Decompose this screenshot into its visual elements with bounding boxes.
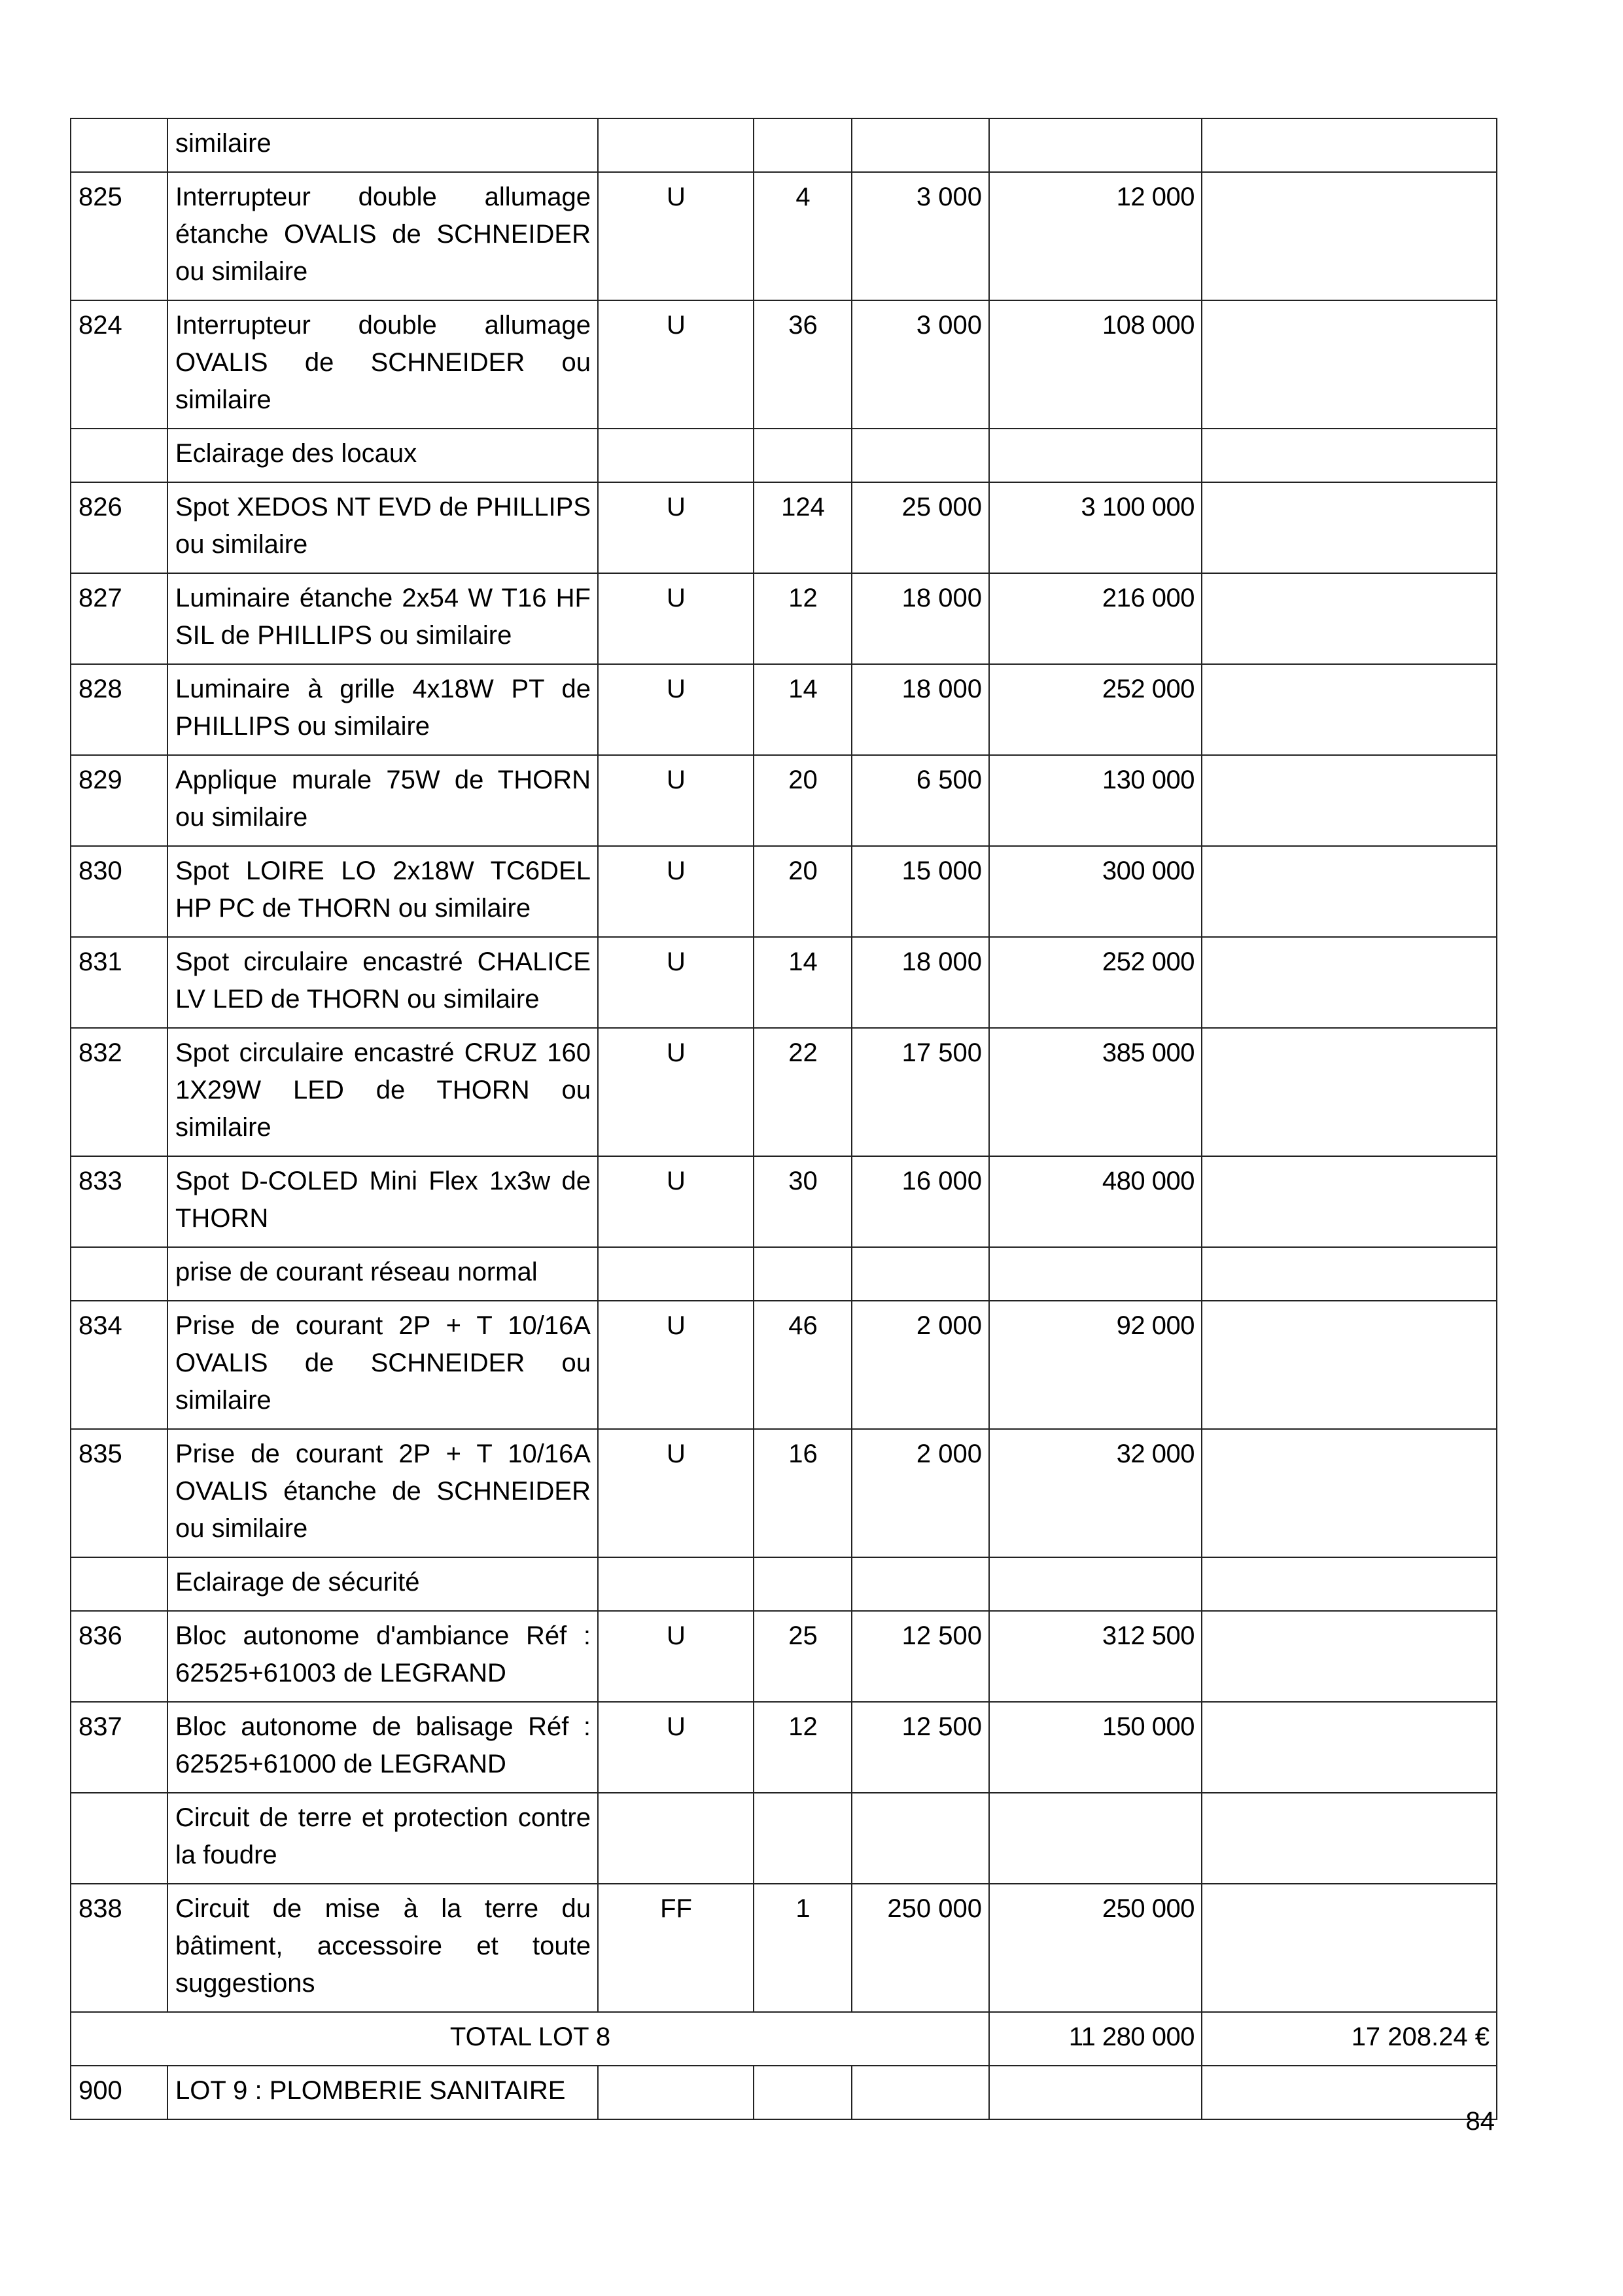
unit-price-cell: 17 500 xyxy=(852,1028,989,1156)
description-cell: Eclairage de sécurité xyxy=(167,1557,598,1611)
item-row xyxy=(71,1028,1497,1156)
item-number-cell xyxy=(71,1557,167,1611)
euro-amount-cell xyxy=(1202,664,1497,755)
item-row xyxy=(71,937,1497,1028)
euro-amount-cell xyxy=(1202,573,1497,664)
euro-amount-cell xyxy=(1202,429,1497,482)
unit-price-cell: 2 000 xyxy=(852,1429,989,1557)
section-header-row xyxy=(71,429,1497,482)
unit-cell: FF xyxy=(598,1884,754,2012)
description-cell: Bloc autonome d'ambiance Réf : 62525+61003 de LEGRAND xyxy=(167,1611,598,1702)
item-number-cell: 827 xyxy=(71,573,167,664)
section-header-row xyxy=(71,2066,1497,2119)
amount-cell xyxy=(989,429,1202,482)
item-number-cell: 828 xyxy=(71,664,167,755)
description-cell: Spot D-COLED Mini Flex 1x3w de THORN xyxy=(167,1156,598,1247)
unit-cell: U xyxy=(598,1156,754,1247)
amount-cell: 108 000 xyxy=(989,300,1202,429)
description-cell: LOT 9 : PLOMBERIE SANITAIRE xyxy=(167,2066,598,2119)
page-number: 84 xyxy=(1465,2107,1495,2136)
total-label: TOTAL LOT 8 xyxy=(71,2012,989,2066)
item-row xyxy=(71,118,1497,172)
description-cell: Bloc autonome de balisage Réf : 62525+61000 de LEGRAND xyxy=(167,1702,598,1793)
item-number-cell xyxy=(71,429,167,482)
amount-cell: 300 000 xyxy=(989,846,1202,937)
unit-price-cell xyxy=(852,1793,989,1884)
item-number-cell xyxy=(71,1793,167,1884)
unit-price-cell: 15 000 xyxy=(852,846,989,937)
euro-amount-cell xyxy=(1202,1702,1497,1793)
item-number-cell: 826 xyxy=(71,482,167,573)
item-number-cell: 832 xyxy=(71,1028,167,1156)
euro-amount-cell xyxy=(1202,1429,1497,1557)
unit-price-cell: 6 500 xyxy=(852,755,989,846)
description-cell: Eclairage des locaux xyxy=(167,429,598,482)
unit-cell xyxy=(598,1557,754,1611)
description-cell: Interrupteur double allumage OVALIS de SCHNEIDER ou similaire xyxy=(167,300,598,429)
quantity-cell: 16 xyxy=(754,1429,852,1557)
quantity-cell: 22 xyxy=(754,1028,852,1156)
item-row xyxy=(71,846,1497,937)
item-row xyxy=(71,755,1497,846)
quantity-cell: 25 xyxy=(754,1611,852,1702)
euro-amount-cell xyxy=(1202,937,1497,1028)
item-number-cell xyxy=(71,118,167,172)
unit-cell xyxy=(598,118,754,172)
item-row xyxy=(71,1156,1497,1247)
unit-cell: U xyxy=(598,1429,754,1557)
description-cell: Circuit de terre et protection contre la foudre xyxy=(167,1793,598,1884)
unit-cell: U xyxy=(598,664,754,755)
description-cell: similaire xyxy=(167,118,598,172)
item-row xyxy=(71,1301,1497,1429)
item-row xyxy=(71,664,1497,755)
section-header-row xyxy=(71,1557,1497,1611)
euro-amount-cell xyxy=(1202,172,1497,300)
unit-cell: U xyxy=(598,1028,754,1156)
item-row xyxy=(71,1702,1497,1793)
total-euro-amount: 17 208.24 € xyxy=(1202,2012,1497,2066)
quantity-cell: 20 xyxy=(754,846,852,937)
item-row xyxy=(71,1611,1497,1702)
euro-amount-cell xyxy=(1202,846,1497,937)
unit-cell: U xyxy=(598,755,754,846)
amount-cell: 385 000 xyxy=(989,1028,1202,1156)
quantity-cell: 20 xyxy=(754,755,852,846)
quantity-cell: 36 xyxy=(754,300,852,429)
unit-price-cell xyxy=(852,2066,989,2119)
amount-cell xyxy=(989,1557,1202,1611)
unit-cell: U xyxy=(598,1611,754,1702)
item-row xyxy=(71,1429,1497,1557)
amount-cell: 3 100 000 xyxy=(989,482,1202,573)
unit-price-cell xyxy=(852,1247,989,1301)
item-number-cell: 835 xyxy=(71,1429,167,1557)
item-number-cell: 834 xyxy=(71,1301,167,1429)
quantity-cell xyxy=(754,118,852,172)
item-number-cell: 825 xyxy=(71,172,167,300)
euro-amount-cell xyxy=(1202,755,1497,846)
euro-amount-cell xyxy=(1202,1247,1497,1301)
description-cell: Luminaire étanche 2x54 W T16 HF SIL de PHILLIPS ou similaire xyxy=(167,573,598,664)
unit-price-cell: 12 500 xyxy=(852,1611,989,1702)
amount-cell: 216 000 xyxy=(989,573,1202,664)
euro-amount-cell xyxy=(1202,482,1497,573)
description-cell: Interrupteur double allumage étanche OVALIS de SCHNEIDER ou similaire xyxy=(167,172,598,300)
item-number-cell: 830 xyxy=(71,846,167,937)
quantity-cell: 46 xyxy=(754,1301,852,1429)
unit-price-cell: 250 000 xyxy=(852,1884,989,2012)
quantity-cell: 1 xyxy=(754,1884,852,2012)
amount-cell: 312 500 xyxy=(989,1611,1202,1702)
unit-cell xyxy=(598,1793,754,1884)
total-row xyxy=(71,2012,1497,2066)
amount-cell xyxy=(989,1793,1202,1884)
item-row xyxy=(71,482,1497,573)
section-header-row xyxy=(71,1793,1497,1884)
item-number-cell: 837 xyxy=(71,1702,167,1793)
item-number-cell xyxy=(71,1247,167,1301)
description-cell: Spot XEDOS NT EVD de PHILLIPS ou similaire xyxy=(167,482,598,573)
item-row xyxy=(71,172,1497,300)
quantity-cell xyxy=(754,1557,852,1611)
unit-cell xyxy=(598,1247,754,1301)
euro-amount-cell xyxy=(1202,1793,1497,1884)
amount-cell: 150 000 xyxy=(989,1702,1202,1793)
euro-amount-cell xyxy=(1202,1028,1497,1156)
unit-price-cell: 18 000 xyxy=(852,937,989,1028)
euro-amount-cell xyxy=(1202,1557,1497,1611)
unit-cell: U xyxy=(598,300,754,429)
unit-cell xyxy=(598,2066,754,2119)
item-number-cell: 833 xyxy=(71,1156,167,1247)
unit-price-cell: 12 500 xyxy=(852,1702,989,1793)
euro-amount-cell xyxy=(1202,1884,1497,2012)
euro-amount-cell xyxy=(1202,300,1497,429)
total-amount: 11 280 000 xyxy=(989,2012,1202,2066)
amount-cell xyxy=(989,118,1202,172)
amount-cell: 12 000 xyxy=(989,172,1202,300)
quantity-cell: 12 xyxy=(754,573,852,664)
unit-cell: U xyxy=(598,482,754,573)
item-row xyxy=(71,1884,1497,2012)
item-number-cell: 829 xyxy=(71,755,167,846)
unit-price-cell: 16 000 xyxy=(852,1156,989,1247)
unit-price-cell xyxy=(852,1557,989,1611)
description-cell: Circuit de mise à la terre du bâtiment, accessoire et toute suggestions xyxy=(167,1884,598,2012)
unit-price-cell xyxy=(852,118,989,172)
amount-cell xyxy=(989,1247,1202,1301)
unit-price-cell: 3 000 xyxy=(852,300,989,429)
euro-amount-cell xyxy=(1202,1156,1497,1247)
description-cell: Luminaire à grille 4x18W PT de PHILLIPS ou similaire xyxy=(167,664,598,755)
item-number-cell: 836 xyxy=(71,1611,167,1702)
item-number-cell: 838 xyxy=(71,1884,167,2012)
amount-cell xyxy=(989,2066,1202,2119)
amount-cell: 252 000 xyxy=(989,937,1202,1028)
quantity-cell xyxy=(754,2066,852,2119)
quantity-cell: 12 xyxy=(754,1702,852,1793)
quantity-cell: 124 xyxy=(754,482,852,573)
quantity-cell xyxy=(754,429,852,482)
unit-price-cell: 2 000 xyxy=(852,1301,989,1429)
description-cell: Spot circulaire encastré CHALICE LV LED de THORN ou similaire xyxy=(167,937,598,1028)
euro-amount-cell xyxy=(1202,1611,1497,1702)
amount-cell: 92 000 xyxy=(989,1301,1202,1429)
quantity-cell xyxy=(754,1793,852,1884)
amount-cell: 252 000 xyxy=(989,664,1202,755)
item-row xyxy=(71,573,1497,664)
quantity-cell: 14 xyxy=(754,937,852,1028)
section-header-row xyxy=(71,1247,1497,1301)
amount-cell: 32 000 xyxy=(989,1429,1202,1557)
amount-cell: 480 000 xyxy=(989,1156,1202,1247)
euro-amount-cell xyxy=(1202,118,1497,172)
euro-amount-cell xyxy=(1202,1301,1497,1429)
description-cell: prise de courant réseau normal xyxy=(167,1247,598,1301)
unit-cell: U xyxy=(598,573,754,664)
amount-cell: 130 000 xyxy=(989,755,1202,846)
unit-cell: U xyxy=(598,1301,754,1429)
boq-table xyxy=(70,118,1497,2120)
unit-cell: U xyxy=(598,846,754,937)
description-cell: Prise de courant 2P + T 10/16A OVALIS étanche de SCHNEIDER ou similaire xyxy=(167,1429,598,1557)
unit-price-cell xyxy=(852,429,989,482)
unit-cell: U xyxy=(598,937,754,1028)
description-cell: Spot LOIRE LO 2x18W TC6DEL HP PC de THORN ou similaire xyxy=(167,846,598,937)
description-cell: Spot circulaire encastré CRUZ 160 1X29W LED de THORN ou similaire xyxy=(167,1028,598,1156)
item-row xyxy=(71,300,1497,429)
quantity-cell: 4 xyxy=(754,172,852,300)
unit-price-cell: 3 000 xyxy=(852,172,989,300)
description-cell: Applique murale 75W de THORN ou similaire xyxy=(167,755,598,846)
boq-table-body xyxy=(71,118,1497,2119)
item-number-cell: 900 xyxy=(71,2066,167,2119)
unit-price-cell: 25 000 xyxy=(852,482,989,573)
quantity-cell xyxy=(754,1247,852,1301)
unit-cell: U xyxy=(598,1702,754,1793)
unit-price-cell: 18 000 xyxy=(852,573,989,664)
unit-cell xyxy=(598,429,754,482)
item-number-cell: 831 xyxy=(71,937,167,1028)
unit-price-cell: 18 000 xyxy=(852,664,989,755)
quantity-cell: 14 xyxy=(754,664,852,755)
quantity-cell: 30 xyxy=(754,1156,852,1247)
description-cell: Prise de courant 2P + T 10/16A OVALIS de SCHNEIDER ou similaire xyxy=(167,1301,598,1429)
item-number-cell: 824 xyxy=(71,300,167,429)
unit-cell: U xyxy=(598,172,754,300)
amount-cell: 250 000 xyxy=(989,1884,1202,2012)
